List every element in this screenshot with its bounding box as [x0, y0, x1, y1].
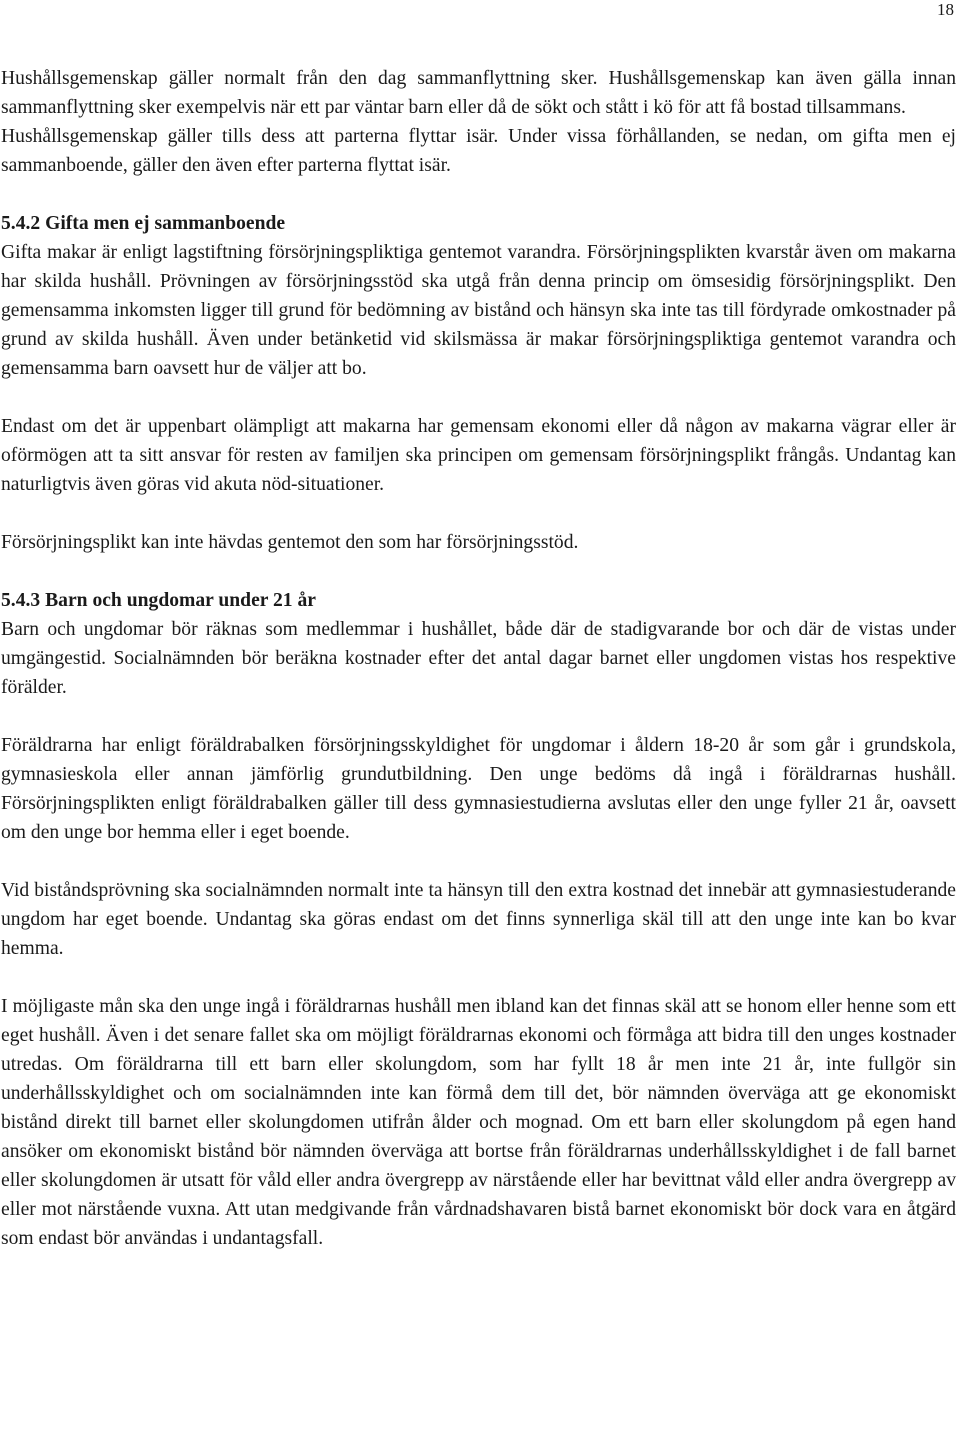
paragraph-household-end: Hushållsgemenskap gäller tills dess att parterna flyttar isär. Under vissa förhållanden, se nedan, om gifta men ej sammanboende, gäller den även efter parterna flyttat isär. [1, 126, 956, 176]
paragraph-household-start: Hushållsgemenskap gäller normalt från den dag sammanflyttning sker. Hushållsgemenskap kan även gälla innan sammanflyttning sker exempelvis när ett par väntar barn eller då de sökt och stått i kö för att få bostad tillsammans. [1, 68, 956, 118]
paragraph-own-household: I möjligaste mån ska den unge ingå i föräldrarnas hushåll men ibland kan det finnas skäl att se honom eller henne som ett eget hushåll. Även i det senare fallet ska om möjligt föräldrarnas ekonomi och förmåga att bidra till den unges kostnader utredas. Om föräldrarna till ett barn eller skolungdom, som har fyllt 18 år men inte 21 år, inte fullgör sin underhållsskyldighet och om socialnämnden inte kan förmå dem till det, bör nämnden överväga att ge ekonomiskt bistånd direkt till barnet eller skolungdomen utifrån ålder och mognad. Om ett barn eller skolungdom på egen hand ansöker om ekonomiskt bistånd bör nämnden överväga att bortse från föräldrarnas underhållsskyldighet i de fall barnet eller skolungdomen är utsatt för våld eller andra övergrepp av närstående eller har bevittnat våld eller andra övergrepp av eller mot närstående vuxna. Att utan medgivande från vårdnadshavaren bistå barnet ekonomiskt bör dock vara en åtgärd som endast bör användas i undantagsfall. [1, 996, 956, 1249]
paragraph-parental-code: Föräldrarna har enligt föräldrabalken försörjningsskyldighet för ungdomar i åldern 18-20 år som går i grundskola, gymnasieskola eller annan jämförlig grundutbildning. Den unge bedöms då ingå i föräldrarnas hushåll. Försörjningsplikten enligt föräldrabalken gäller till dess gymnasiestudierna avslutas eller den unge fyller 21 år, oavsett om den unge bor hemma eller i eget boende. [1, 735, 956, 843]
heading-married-not-cohabiting: 5.4.2 Gifta men ej sammanboende [1, 213, 286, 234]
paragraph-support-obligation: Försörjningsplikt kan inte hävdas gentemot den som har försörjningsstöd. [1, 532, 579, 553]
page-number: 18 [937, 0, 954, 19]
paragraph-exception: Endast om det är uppenbart olämpligt att makarna har gemensam ekonomi eller då någon av makarna vägrar eller är oförmögen att ta sitt ansvar för resten av familjen ska principen om gemensam försörjningsplikt frångås. Undantag kan naturligtvis även göras vid akuta nöd-situationer. [1, 416, 956, 495]
paragraph-married-obligation: Gifta makar är enligt lagstiftning försörjningspliktiga gentemot varandra. Försörjningsplikten kvarstår även om makarna har skilda hushåll. Prövningen av försörjningsstöd ska utgå från denna princip om ömsesidig försörjningsplikt. Den gemensamma inkomsten ligger till grund för bedömning av bistånd och hänsyn ska inte tas till fördyrade omkostnader på grund av skilda hushåll. Även under betänketid vid skilsmässa är makar försörjningspliktiga gentemot varandra och gemensamma barn oavsett hur de väljer att bo. [1, 242, 956, 379]
paragraph-children-household: Barn och ungdomar bör räknas som medlemmar i hushållet, både där de stadigvarande bor och där de vistas under umgängestid. Socialnämnden bör beräkna kostnader efter det antal dagar barnet eller ungdomen vistas hos respektive förälder. [1, 619, 956, 698]
heading-children-under-21: 5.4.3 Barn och ungdomar under 21 år [1, 590, 316, 611]
paragraph-own-housing: Vid biståndsprövning ska socialnämnden normalt inte ta hänsyn till den extra kostnad det innebär att gymnasiestuderande ungdom har eget boende. Undantag ska göras endast om det finns synnerliga skäl till att den unge inte kan bo kvar hemma. [1, 880, 956, 959]
document-body [1, 64, 956, 1253]
